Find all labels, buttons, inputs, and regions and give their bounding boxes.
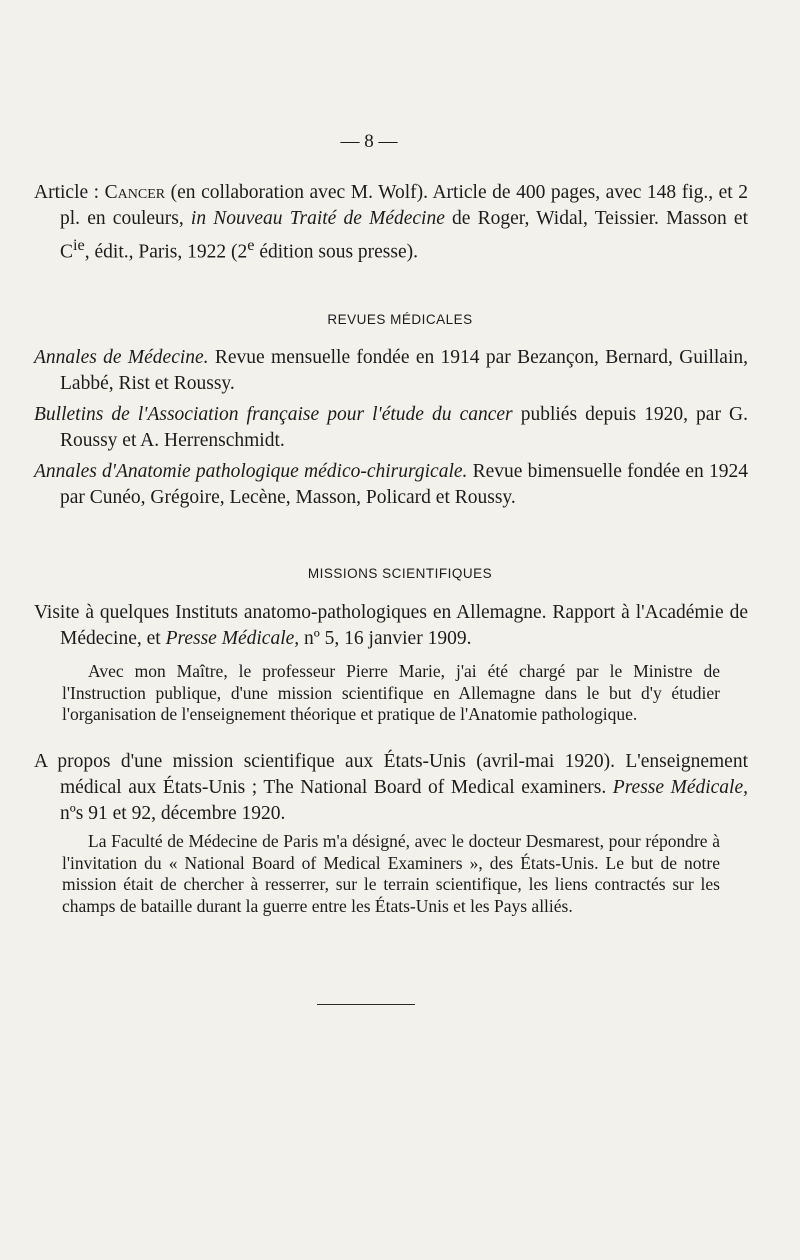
section-heading-revues: REVUES MÉDICALES — [327, 312, 473, 327]
mission-entry: A propos d'une mission scientifique aux États-Unis (avril-mai 1920). L'enseignement médical aux États-Unis ; The National Board of Medical examiners. Presse Médicale, nºs 91 et 92, décembre 1920. — [34, 751, 748, 824]
article-entry: Article : Cancer (en collaboration avec M. Wolf). Article de 400 pages, avec 148 fig., et 2 pl. en couleurs, in Nouveau Traité de Médecine de Roger, Widal, Teissier. Masson et $C^{ie}$, édit., Paris, 1922 (2e édition sous presse). — [34, 182, 749, 263]
revue-entry: Bulletins de l'Association française pour l'étude du cancer publiés depuis 1920, par G. Roussy et A. Herrenschmidt. — [34, 404, 748, 451]
revue-entry: Annales de Médecine. Revue mensuelle fondée en 1914 par Bezançon, Bernard, Guillain, Labbé, Rist et Roussy. — [34, 347, 748, 394]
article-title: Cancer — [104, 182, 166, 203]
mission-entry: Visite à quelques Instituts anatomo-pathologiques en Allemagne. Rapport à l'Académie de Médecine, et Presse Médicale, nº 5, 16 janvier 1909. — [34, 602, 748, 649]
revue-entry: Annales d'Anatomie pathologique médico-chirurgicale. Revue bimensuelle fondée en 1924 par Cunéo, Grégoire, Lecène, Masson, Policard et Roussy. — [34, 461, 748, 508]
page-number: — 8 — — [340, 131, 398, 152]
mission-note: Avec mon Maître, le professeur Pierre Marie, j'ai été chargé par le Ministre de l'Instruction publique, d'une mission scientifique en Allemagne dans le but d'y étudier l'organisation de l'enseignement théorique et pratique de l'Anatomie pathologique. — [62, 661, 720, 724]
closing-rule — [317, 1004, 415, 1005]
section-heading-missions: MISSIONS SCIENTIFIQUES — [307, 566, 493, 581]
mission-note: La Faculté de Médecine de Paris m'a désigné, avec le docteur Desmarest, pour répondre à l'invitation du « National Board of Medical Examiners », des États-Unis. Le but de notre mission était de chercher à resserrer, sur le terrain scientifique, les liens contractés sur les champs de bataille durant la guerre entre les États-Unis et les Pays alliés. — [62, 831, 720, 916]
